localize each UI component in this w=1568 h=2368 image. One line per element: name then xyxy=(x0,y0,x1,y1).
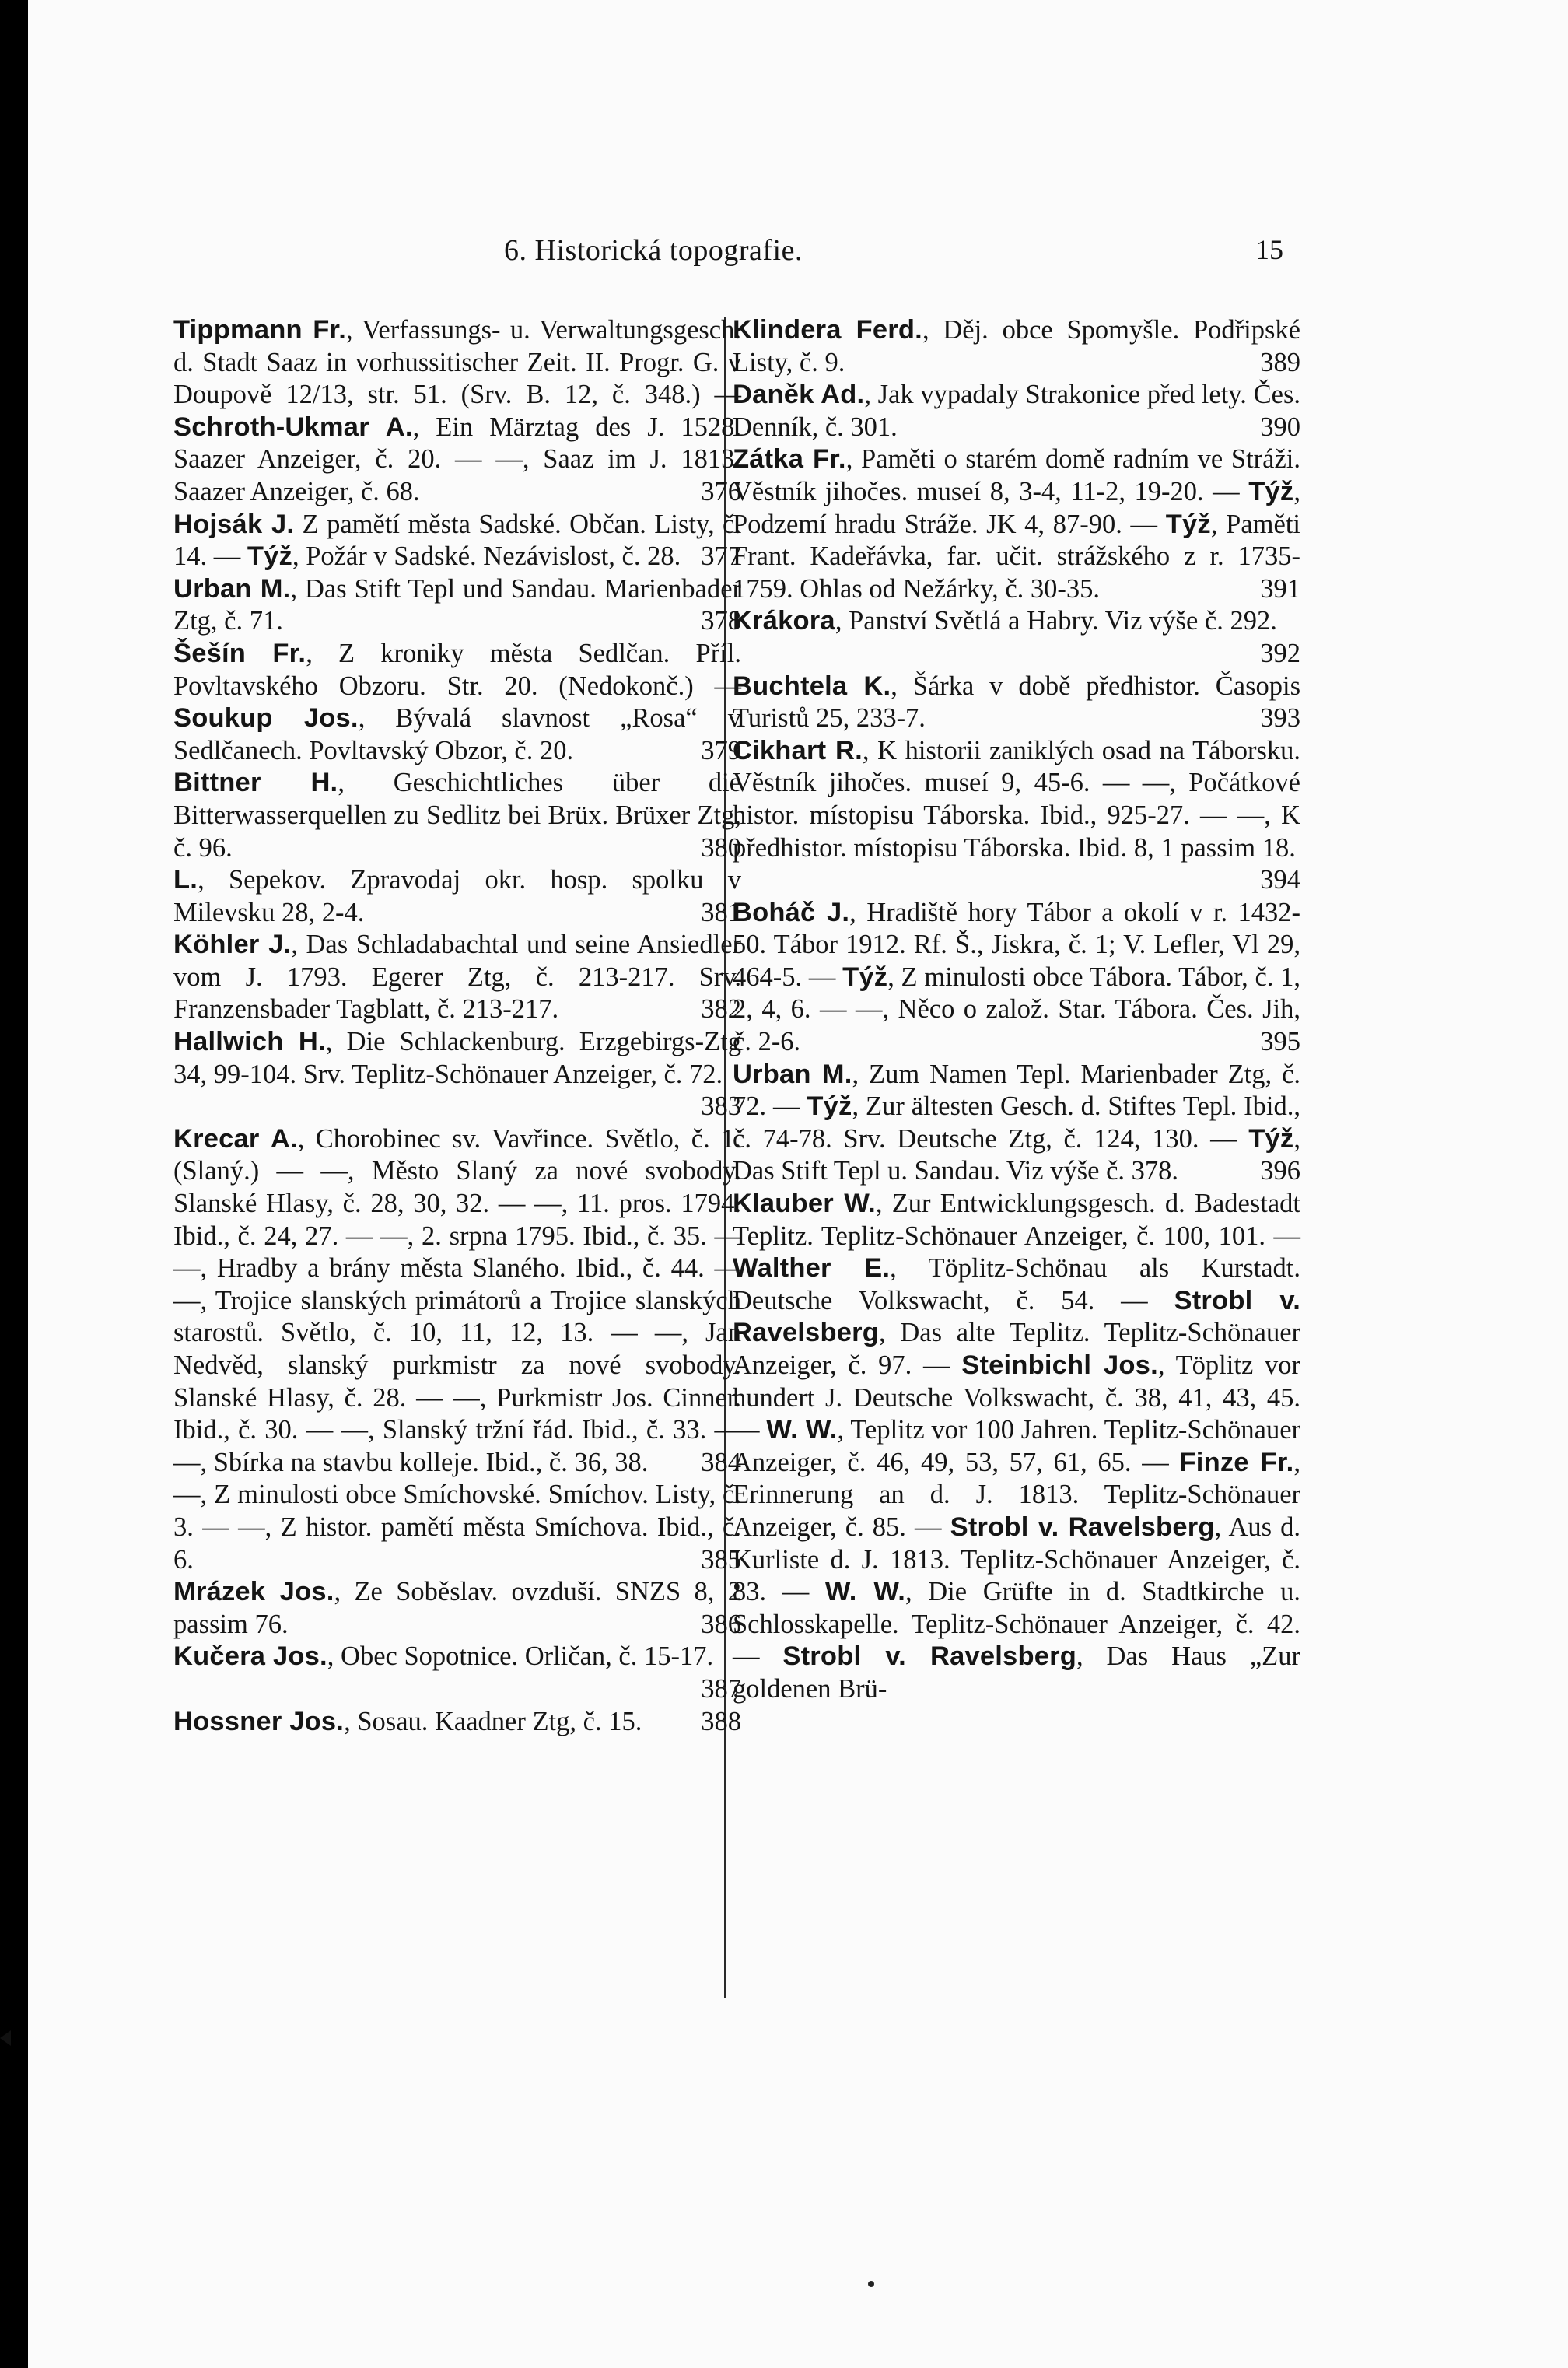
entry-author: Strobl v. Ravelsberg xyxy=(950,1512,1215,1542)
entry-author: Krákora xyxy=(733,606,835,636)
entry-number: 396 xyxy=(1260,1156,1300,1186)
entry-number: 384 xyxy=(701,1447,741,1477)
entry-text: , Erinnerung an d. J. 1813. Teplitz-Schönauer Anzeiger, č. 85. — xyxy=(733,1447,1300,1542)
page-number: 15 xyxy=(1255,234,1283,265)
entry-text: , Das Stift Tepl u. Sandau. Viz výše č. 378. xyxy=(733,1123,1300,1186)
entry-author: Boháč J. xyxy=(733,897,850,927)
entry-number: 380 xyxy=(701,832,741,863)
entry-text: , Bývalá slavnost „Rosa“ v Sedlčanech. Povltavský Obzor, č. 20. xyxy=(173,703,741,765)
entry-text: , Das Stift Tepl und Sandau. Marienbader Ztg, č. 71. xyxy=(173,573,741,636)
entry-text: , Děj. obce Spomyšle. Podřipské Listy, č. 9. xyxy=(733,315,1300,377)
entry-text: Z pamětí města Sadské. Občan. Listy, č. 14. — xyxy=(173,509,741,572)
entry-author: Schroth-Ukmar A. xyxy=(173,412,413,442)
running-title: 6. Historická topografie. xyxy=(504,234,803,267)
entry-text: , Töplitz-Schönau als Kurstadt. Deutsche Volkswacht, č. 54. — xyxy=(733,1253,1300,1315)
entry-text: , Das alte Teplitz. Teplitz-Schönauer Anzeiger, č. 97. — xyxy=(733,1318,1300,1380)
entry-number: 379 xyxy=(701,735,741,765)
entry-author: Klauber W. xyxy=(733,1189,876,1219)
entry-author: Daněk Ad. xyxy=(733,380,865,410)
left-column xyxy=(173,314,741,1738)
bibliography-entry xyxy=(173,314,741,509)
entry-author: Týž xyxy=(807,1091,852,1122)
entry-author: Týž xyxy=(1248,1123,1294,1154)
entry-author: Týž xyxy=(1165,509,1211,539)
entry-text: , Zum Namen Tepl. Marienbader Ztg, č. 72. — xyxy=(733,1059,1301,1122)
entry-number: 385 xyxy=(701,1544,741,1575)
entry-number: 376 xyxy=(701,476,741,506)
entry-author: Zátka Fr. xyxy=(733,444,846,475)
entry-number: 391 xyxy=(1260,573,1300,604)
bibliography-entry xyxy=(173,864,741,929)
entry-author: Kučera Jos. xyxy=(173,1641,327,1672)
entry-text: , Požár v Sadské. Nezávislost, č. 28. xyxy=(292,541,681,572)
entry-author: Šešín Fr. xyxy=(173,638,306,668)
bibliography-entry xyxy=(733,443,1300,605)
right-column xyxy=(733,314,1300,1706)
page-header xyxy=(28,233,1568,280)
entry-author: Krecar A. xyxy=(173,1123,298,1154)
entry-number: 395 xyxy=(1260,1027,1300,1057)
bibliography-entry xyxy=(173,1026,741,1123)
entry-text: , Verfassungs- u. Verwaltungsgesch. d. Stadt Saaz in vorhussitischer Zeit. II. Progr. G. v Doupově 12/13, str. 51. (Srv. B. 12, č. 348.) — xyxy=(173,315,741,410)
bibliography-entry xyxy=(733,1188,1300,1706)
bibliography-entry xyxy=(733,379,1300,443)
entry-author: Hojsák J. xyxy=(173,509,295,539)
entry-author: Finze Fr. xyxy=(1179,1447,1294,1477)
entry-number: 389 xyxy=(1260,347,1300,377)
bibliography-entry xyxy=(733,671,1300,735)
entry-text: , Ze Soběslav. ovzduší. SNZS 8, 2 passim 76. xyxy=(173,1577,741,1639)
entry-text: , Aus d. Kurliste d. J. 1813. Teplitz-Schönauer Anzeiger, č. 83. — xyxy=(733,1512,1301,1607)
entry-text: , Zur Entwicklungsgesch. d. Badestadt Teplitz. Teplitz-Schönauer Anzeiger, č. 100, 101. — xyxy=(733,1189,1300,1251)
bibliography-entry xyxy=(733,1059,1300,1188)
entry-number: 392 xyxy=(1260,638,1300,668)
bibliography-entry xyxy=(173,929,741,1026)
entry-number: 393 xyxy=(1260,703,1300,734)
entry-author: Steinbichl Jos. xyxy=(961,1350,1158,1380)
entry-text: , Die Schlackenburg. Erzgebirgs-Ztg 34, 99-104. Srv. Teplitz-Schönauer Anzeiger, č. 72. xyxy=(173,1027,741,1089)
entry-author: Cikhart R. xyxy=(733,735,863,765)
entry-text: , Die Grüfte in d. Stadtkirche u. Schlosskapelle. Teplitz-Schönauer Anzeiger, č. 42. — xyxy=(733,1577,1301,1672)
bibliography-entry xyxy=(733,735,1300,897)
entry-author: Hallwich H. xyxy=(173,1027,326,1057)
entry-text: , Das Schladabachtal und seine Ansiedler vom J. 1793. Egerer Ztg, č. 213-217. Srv. Franzensbader Tagblatt, č. 213-217. xyxy=(173,930,741,1025)
entry-text: , Sosau. Kaadner Ztg, č. 15. xyxy=(344,1706,642,1736)
entry-text: , Jak vypadaly Strakonice před lety. Čes. Denník, č. 301. xyxy=(733,380,1301,442)
bibliography-entry xyxy=(733,605,1300,670)
entry-number: 388 xyxy=(701,1706,741,1736)
entry-number: 394 xyxy=(1260,865,1300,895)
entry-text: , Geschichtliches über die Bitterwasserquellen zu Sedlitz bei Brüx. Brüxer Ztg, č. 96. xyxy=(173,768,741,863)
entry-author: Strobl v. Ravelsberg xyxy=(733,1285,1300,1348)
entry-author: L. xyxy=(173,865,198,895)
entry-author: Týž xyxy=(247,541,292,572)
entry-text: , Z kroniky města Sedlčan. Příl. Povltavského Obzoru. Str. 20. (Nedokonč.) — xyxy=(173,638,741,701)
entry-text: , Obec Sopotnice. Orličan, č. 15-17. xyxy=(327,1641,714,1672)
entry-text: , Das Haus „Zur goldenen Brü- xyxy=(733,1641,1300,1704)
entry-text: , Ein Märztag des J. 1528. Saazer Anzeiger, č. 20. — —, Saaz im J. 1813. Saazer Anzeiger, č. 68. xyxy=(173,412,741,506)
entry-author: Mrázek Jos. xyxy=(173,1577,334,1607)
entry-text: , Z minulosti obce Tábora. Tábor, č. 1, 2, 4, 6. — —, Něco o založ. Star. Tábora. Čes. Jih, č. 2-6. xyxy=(733,962,1300,1057)
entry-number: 382 xyxy=(701,994,741,1025)
entry-author: Walther E. xyxy=(733,1253,891,1284)
entry-author: Týž xyxy=(842,962,888,992)
bibliography-entry xyxy=(173,1641,741,1705)
entry-text: , K historii zaniklých osad na Táborsku. Věstník jihočes. museí 9, 45-6. — —, Počátkové histor. místopisu Táborska. Ibid., 925-27. — —, K předhistor. místopisu Táborska. Ibid. 8, 1 passim 18. xyxy=(733,735,1300,863)
entry-text: , Paměti o starém domě radním ve Stráži. Věstník jihočes. museí 8, 3-4, 11-2, 19-20. — xyxy=(733,444,1300,506)
entry-author: Klindera Ferd. xyxy=(733,315,922,345)
entry-author: Strobl v. Ravelsberg xyxy=(782,1641,1076,1672)
entry-author: W. W. xyxy=(766,1415,838,1445)
entry-number: 386 xyxy=(701,1609,741,1639)
bibliography-entry xyxy=(173,1479,741,1576)
entry-author: W. W. xyxy=(824,1577,905,1607)
entry-author: Soukup Jos. xyxy=(173,703,359,734)
entry-text: , Zur ältesten Gesch. d. Stiftes Tepl. Ibid., č. 74-78. Srv. Deutsche Ztg, č. 124, 130. — xyxy=(733,1091,1300,1154)
bibliography-entry xyxy=(173,1706,741,1739)
entry-author: Köhler J. xyxy=(173,930,292,960)
entry-text: , Hradiště hory Tábor a okolí v r. 1432-50. Tábor 1912. Rf. Š., Jiskra, č. 1; V. Lefler, Vl 29, 464-5. — xyxy=(733,897,1300,992)
bibliography-entry xyxy=(173,638,741,767)
entry-text: , Paměti Frant. Kadeřávka, far. učit. strážského z r. 1735-1759. Ohlas od Nežárky, č. 30-35. xyxy=(733,509,1300,604)
entry-text: , Sepekov. Zpravodaj okr. hosp. spolku v Milevsku 28, 2-4. xyxy=(173,865,741,927)
entry-number: 377 xyxy=(701,541,741,572)
bibliography-entry xyxy=(173,509,741,573)
bibliography-entry xyxy=(733,314,1300,379)
entry-author: Urban M. xyxy=(733,1059,852,1089)
entry-author: Tippmann Fr. xyxy=(173,315,347,345)
entry-text: , Podzemí hradu Stráže. JK 4, 87-90. — xyxy=(733,476,1300,539)
entry-author: Bittner H. xyxy=(173,768,338,798)
entry-text: , Töplitz vor hundert J. Deutsche Volkswacht, č. 38, 41, 43, 45. — xyxy=(733,1350,1300,1445)
book-page xyxy=(28,0,1568,2368)
entry-number: 381 xyxy=(701,897,741,927)
entry-author: Týž xyxy=(1248,476,1294,506)
entry-text: , Chorobinec sv. Vavřince. Světlo, č. 1. (Slaný.) — —, Město Slaný za nové svobody. Slanské Hlasy, č. 28, 30, 32. — —, 11. pros. 1794. Ibid., č. 24, 27. — —, 2. srpna 1795. Ibid., č. 35. — —, Hradby a brány města Slaného. Ibid., č. 44. — —, Trojice slanských primátorů a Trojice slanských starostů. Světlo, č. 10, 11, 12, 13. — —, Jan Nedvěd, slanský purkmistr za nové svobody. Slanské Hlasy, č. 28. — —, Purkmistr Jos. Cinner. Ibid., č. 30. — —, Slanský tržní řád. Ibid., č. 33. — —, Sbírka na stavbu kolleje. Ibid., č. 36, 38. xyxy=(173,1123,742,1477)
entry-number: 387 xyxy=(701,1673,741,1704)
entry-text: , Panství Světlá a Habry. Viz výše č. 292. xyxy=(835,606,1277,636)
entry-text: , Teplitz vor 100 Jahren. Teplitz-Schönauer Anzeiger, č. 46, 49, 53, 57, 61, 65. — xyxy=(733,1415,1300,1477)
entry-number: 383 xyxy=(701,1091,741,1122)
left-margin-arrow-icon xyxy=(0,2030,11,2046)
bibliography-entry xyxy=(173,573,741,638)
bibliography-entry xyxy=(173,1123,741,1480)
bibliography-entry xyxy=(733,897,1300,1059)
entry-text: —, Z minulosti obce Smíchovské. Smíchov. Listy, č. 3. — —, Z histor. pamětí města Smíchova. Ibid., č. 6. xyxy=(173,1480,741,1575)
entry-number: 378 xyxy=(701,606,741,636)
entry-author: Urban M. xyxy=(173,573,291,604)
entry-author: Buchtela K. xyxy=(733,671,891,701)
entry-author: Hossner Jos. xyxy=(173,1706,345,1736)
bibliography-entry xyxy=(173,767,741,864)
bibliography-entry xyxy=(173,1576,741,1641)
printer-mark xyxy=(868,2281,874,2287)
entry-number: 390 xyxy=(1260,412,1300,442)
entry-text: , Šárka v době předhistor. Časopis Turistů 25, 233-7. xyxy=(733,671,1301,734)
